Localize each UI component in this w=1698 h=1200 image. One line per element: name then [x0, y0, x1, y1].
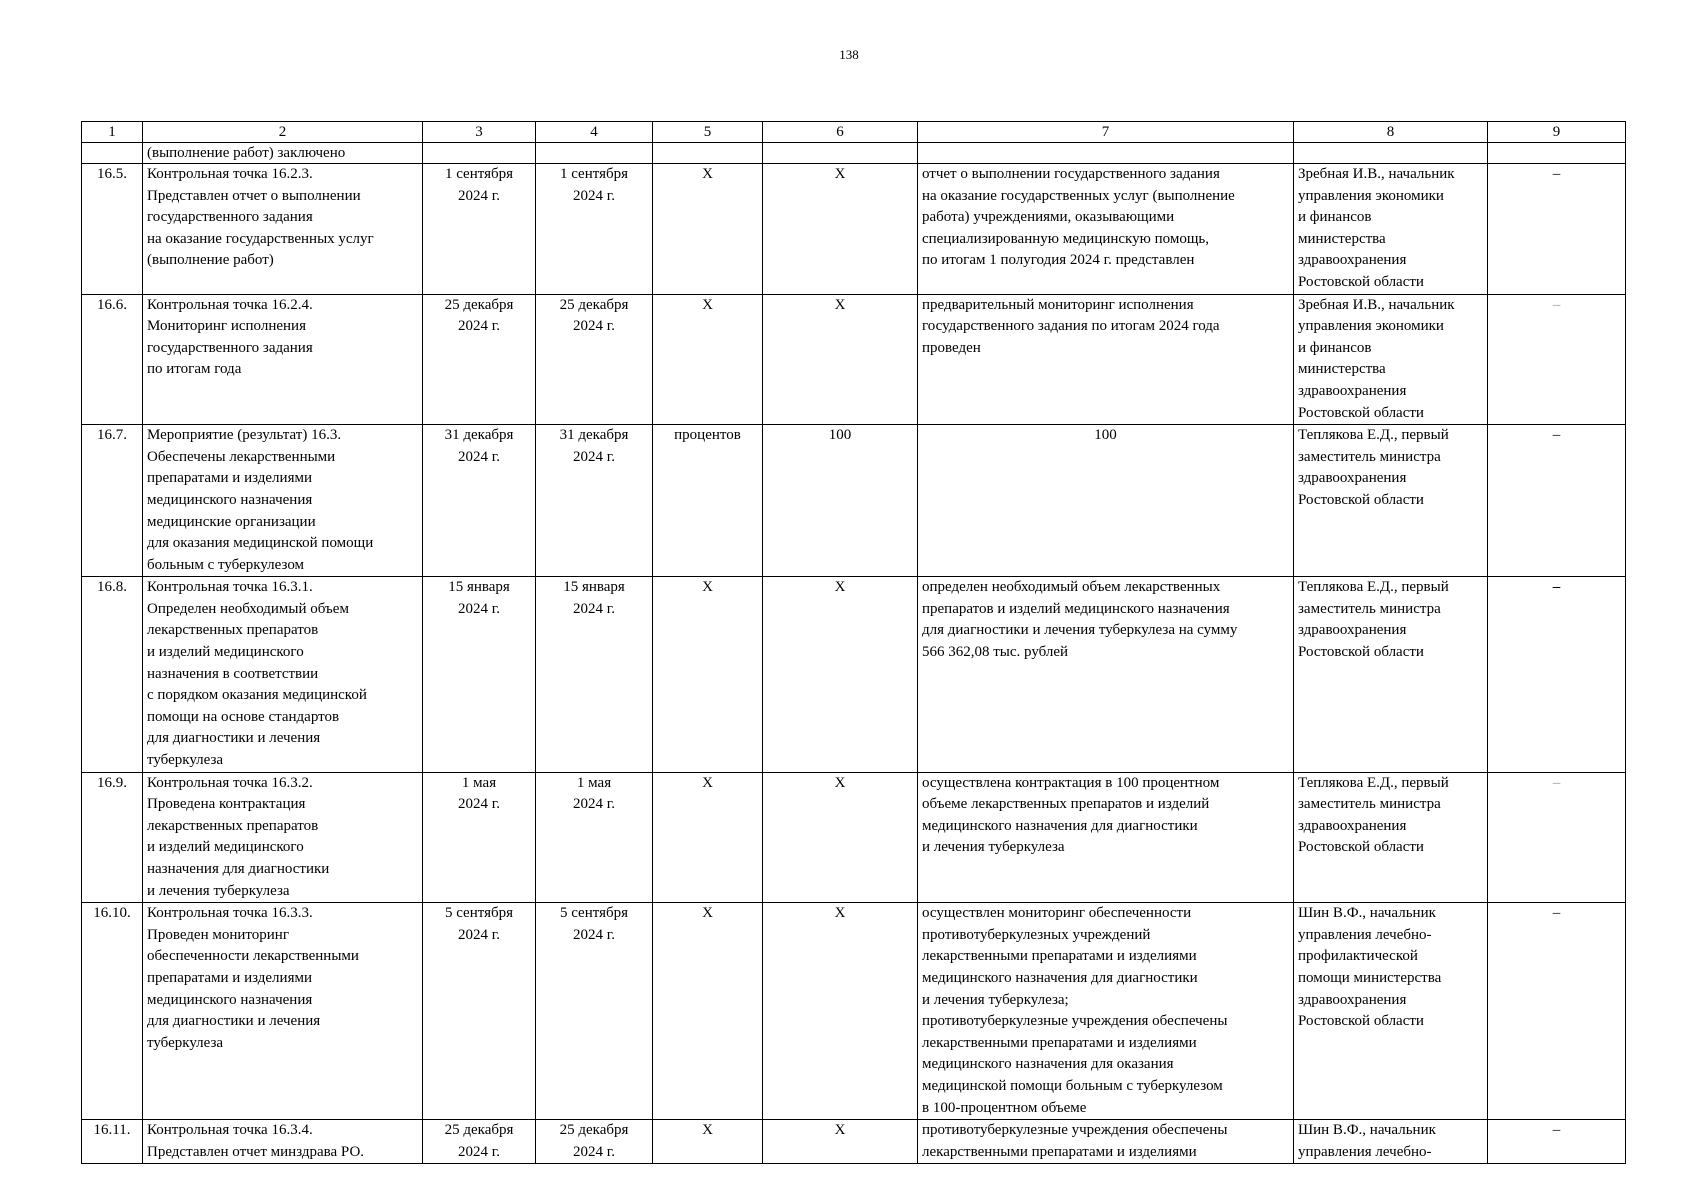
header-cell: 6	[763, 122, 918, 143]
unit-of-measure: X	[653, 1120, 763, 1164]
result-description: противотуберкулезные учреждения обеспечены лекарственными препаратами и изделиями	[918, 1120, 1294, 1164]
end-date: 31 декабря 2024 г.	[536, 425, 653, 577]
responsible-person: Теплякова Е.Д., первый заместитель министра здравоохранения Ростовской области	[1294, 425, 1488, 577]
table-row	[82, 772, 1626, 903]
unit-of-measure: X	[653, 294, 763, 425]
event-name: Мероприятие (результат) 16.3. Обеспечены лекарственными препаратами и изделиями медицинского назначения медицинские организации для оказания медицинской помощи больным с туберкулезом	[143, 425, 423, 577]
header-cell: 8	[1294, 122, 1488, 143]
continuation-text: (выполнение работ) заключено	[143, 143, 423, 164]
responsible-person: Зребная И.В., начальник управления экономики и финансов министерства здравоохранения Ростовской области	[1294, 294, 1488, 425]
unit-of-measure: процентов	[653, 425, 763, 577]
table-row	[82, 164, 1626, 295]
empty-cell	[653, 143, 763, 164]
table-row	[82, 903, 1626, 1120]
event-name: Контрольная точка 16.3.3. Проведен мониторинг обеспеченности лекарственными препаратами и изделиями медицинского назначения для диагностики и лечения туберкулеза	[143, 903, 423, 1120]
unit-of-measure: X	[653, 903, 763, 1120]
note-cell: –	[1488, 903, 1626, 1120]
unit-of-measure: X	[653, 164, 763, 295]
row-number: 16.11.	[82, 1120, 143, 1164]
page-number: 138	[839, 47, 859, 62]
responsible-person: Шин В.Ф., начальник управления лечебно-	[1294, 1120, 1488, 1164]
plan-value: 100	[763, 425, 918, 577]
row-number: 16.9.	[82, 772, 143, 903]
event-name: Контрольная точка 16.3.4. Представлен отчет минздрава РО.	[143, 1120, 423, 1164]
header-cell: 7	[918, 122, 1294, 143]
empty-cell	[423, 143, 536, 164]
plan-value: X	[763, 577, 918, 772]
start-date: 31 декабря 2024 г.	[423, 425, 536, 577]
end-date: 1 сентября 2024 г.	[536, 164, 653, 295]
result-description: 100	[918, 425, 1294, 577]
end-date: 1 мая 2024 г.	[536, 772, 653, 903]
event-name: Контрольная точка 16.3.1. Определен необходимый объем лекарственных препаратов и изделий медицинского назначения в соответствии с порядком оказания медицинской помощи на основе стандартов для диагностики и лечения туберкулеза	[143, 577, 423, 772]
result-description: отчет о выполнении государственного задания на оказание государственных услуг (выполнение работа) учреждениями, оказывающими специализированную медицинскую помощь, по итогам 1 полугодия 2024 г. представлен	[918, 164, 1294, 295]
empty-cell	[536, 143, 653, 164]
start-date: 15 января 2024 г.	[423, 577, 536, 772]
header-cell: 9	[1488, 122, 1626, 143]
note-cell: –	[1488, 1120, 1626, 1164]
responsible-person: Зребная И.В., начальник управления экономики и финансов министерства здравоохранения Ростовской области	[1294, 164, 1488, 295]
note-cell: –	[1488, 425, 1626, 577]
event-name: Контрольная точка 16.2.4. Мониторинг исполнения государственного задания по итогам года	[143, 294, 423, 425]
plan-value: X	[763, 772, 918, 903]
result-description: осуществлена контрактация в 100 процентном объеме лекарственных препаратов и изделий медицинского назначения для диагностики и лечения туберкулеза	[918, 772, 1294, 903]
start-date: 1 мая 2024 г.	[423, 772, 536, 903]
row-number: 16.10.	[82, 903, 143, 1120]
empty-cell	[1488, 143, 1626, 164]
header-cell: 5	[653, 122, 763, 143]
responsible-person: Шин В.Ф., начальник управления лечебно- профилактической помощи министерства здравоохранения Ростовской области	[1294, 903, 1488, 1120]
header-cell: 4	[536, 122, 653, 143]
header-cell: 2	[143, 122, 423, 143]
start-date: 25 декабря 2024 г.	[423, 1120, 536, 1164]
result-description: определен необходимый объем лекарственных препаратов и изделий медицинского назначения для диагностики и лечения туберкулеза на сумму 566 362,08 тыс. рублей	[918, 577, 1294, 772]
plan-value: X	[763, 164, 918, 295]
row-number: 16.8.	[82, 577, 143, 772]
table-row	[82, 294, 1626, 425]
plan-value: X	[763, 903, 918, 1120]
end-date: 25 декабря 2024 г.	[536, 294, 653, 425]
empty-cell	[918, 143, 1294, 164]
row-number: 16.5.	[82, 164, 143, 295]
empty-cell	[763, 143, 918, 164]
result-description: предварительный мониторинг исполнения государственного задания по итогам 2024 года проведен	[918, 294, 1294, 425]
start-date: 5 сентября 2024 г.	[423, 903, 536, 1120]
table-row	[82, 577, 1626, 772]
column-number-header	[82, 122, 1626, 143]
continuation-row	[82, 143, 1626, 164]
empty-cell	[82, 143, 143, 164]
end-date: 25 декабря 2024 г.	[536, 1120, 653, 1164]
start-date: 25 декабря 2024 г.	[423, 294, 536, 425]
unit-of-measure: X	[653, 577, 763, 772]
result-description: осуществлен мониторинг обеспеченности противотуберкулезных учреждений лекарственными препаратами и изделиями медицинского назначения для диагностики и лечения туберкулеза; противотуберкулезные учреждения обеспечены лекарственными препаратами и изделиями медицинского назначения для оказания медицинской помощи больным с туберкулезом в 100-процентном объеме	[918, 903, 1294, 1120]
end-date: 15 января 2024 г.	[536, 577, 653, 772]
responsible-person: Теплякова Е.Д., первый заместитель министра здравоохранения Ростовской области	[1294, 577, 1488, 772]
table-row	[82, 425, 1626, 577]
row-number: 16.6.	[82, 294, 143, 425]
plan-table	[81, 121, 1626, 1164]
event-name: Контрольная точка 16.3.2. Проведена контрактация лекарственных препаратов и изделий медицинского назначения для диагностики и лечения туберкулеза	[143, 772, 423, 903]
note-cell: –	[1488, 577, 1626, 772]
note-cell: –	[1488, 164, 1626, 295]
plan-value: X	[763, 1120, 918, 1164]
event-name: Контрольная точка 16.2.3. Представлен отчет о выполнении государственного задания на оказание государственных услуг (выполнение работ)	[143, 164, 423, 295]
start-date: 1 сентября 2024 г.	[423, 164, 536, 295]
note-cell: –	[1488, 294, 1626, 425]
plan-value: X	[763, 294, 918, 425]
empty-cell	[1294, 143, 1488, 164]
note-cell: –	[1488, 772, 1626, 903]
row-number: 16.7.	[82, 425, 143, 577]
end-date: 5 сентября 2024 г.	[536, 903, 653, 1120]
table-row	[82, 1120, 1626, 1164]
header-cell: 3	[423, 122, 536, 143]
unit-of-measure: X	[653, 772, 763, 903]
responsible-person: Теплякова Е.Д., первый заместитель министра здравоохранения Ростовской области	[1294, 772, 1488, 903]
header-cell: 1	[82, 122, 143, 143]
